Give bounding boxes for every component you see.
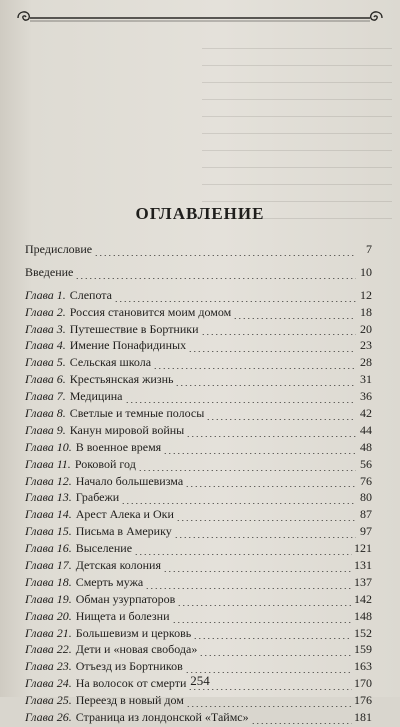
page-reference: 10 <box>360 264 372 279</box>
page-reference: 159 <box>354 642 372 657</box>
chapter-number: Глава 6. <box>25 372 66 387</box>
page-reference: 28 <box>360 355 372 370</box>
chapter-number: Глава 18. <box>25 574 72 589</box>
dot-leader <box>125 402 356 403</box>
dot-leader <box>251 723 352 724</box>
bleed-through-text <box>202 36 392 216</box>
page-reference: 181 <box>354 710 372 725</box>
dot-leader <box>186 706 352 707</box>
page-reference: 76 <box>360 473 372 488</box>
toc-entry <box>25 490 372 507</box>
chapter-title: В военное время <box>75 439 162 454</box>
chapter-number: Глава 23. <box>25 659 72 674</box>
chapter-number: Глава 26. <box>25 710 72 725</box>
toc-entry <box>25 474 372 491</box>
chapter-number: Глава 22. <box>25 642 72 657</box>
chapter-number: Глава 7. <box>25 389 66 404</box>
dot-leader <box>121 503 356 504</box>
page-reference: 36 <box>360 389 372 404</box>
chapter-title: Медицина <box>69 389 123 404</box>
page-reference: 20 <box>360 321 372 336</box>
chapter-number: Глава 8. <box>25 406 66 421</box>
chapter-title: Слепота <box>69 287 113 302</box>
dot-leader <box>153 368 356 369</box>
chapter-number: Глава 1. <box>25 287 66 302</box>
dot-leader <box>114 301 356 302</box>
dot-leader <box>199 655 352 656</box>
chapter-number: Глава 25. <box>25 693 72 708</box>
chapter-number: Глава 3. <box>25 321 66 336</box>
dot-leader <box>175 385 356 386</box>
toc-entry <box>25 609 372 626</box>
chapter-title: Роковой год <box>74 456 136 471</box>
toc-entry <box>25 288 372 305</box>
chapter-number: Глава 4. <box>25 338 66 353</box>
page-reference: 12 <box>360 287 372 302</box>
chapter-title: Смерть мужа <box>75 574 144 589</box>
page-reference: 48 <box>360 439 372 454</box>
chapter-title: Арест Алека и Оки <box>75 507 174 522</box>
chapter-number: Глава 10. <box>25 439 72 454</box>
page-reference: 170 <box>354 676 372 691</box>
dot-leader <box>185 486 356 487</box>
dot-leader <box>188 351 356 352</box>
toc-entry <box>25 507 372 524</box>
page-reference: 121 <box>354 541 372 556</box>
chapter-number: Глава 15. <box>25 524 72 539</box>
toc-entry <box>25 693 372 710</box>
page-reference: 7 <box>366 242 372 256</box>
page-reference: 152 <box>354 625 372 640</box>
page-reference: 97 <box>360 524 372 539</box>
dot-leader <box>145 588 352 589</box>
toc-entry <box>25 710 372 727</box>
toc-entry <box>25 524 372 541</box>
toc-entry <box>25 355 372 372</box>
page-reference: 80 <box>360 490 372 505</box>
chapter-number: Глава 19. <box>25 591 72 606</box>
page-reference: 23 <box>360 338 372 353</box>
dot-leader <box>206 419 356 420</box>
dot-leader <box>174 537 356 538</box>
toc-entry <box>25 592 372 609</box>
toc-entry <box>25 642 372 659</box>
toc-entry <box>25 457 372 474</box>
dot-leader <box>193 638 352 639</box>
page-reference: 163 <box>354 659 372 674</box>
chapter-title: Канун мировой войны <box>69 422 185 437</box>
chapter-title: Россия становится моим домом <box>69 304 232 319</box>
dot-leader <box>233 318 356 319</box>
chapter-title: Страница из лондонской «Таймс» <box>75 710 249 725</box>
toc-entry <box>25 338 372 355</box>
chapter-title: Дети и «новая свобода» <box>75 642 198 657</box>
chapter-number: Глава 13. <box>25 490 72 505</box>
chapter-title: Письма в Америку <box>75 524 172 539</box>
page-reference: 18 <box>360 304 372 319</box>
dot-leader <box>138 470 356 471</box>
chapter-number: Глава 21. <box>25 625 72 640</box>
toc-entry <box>25 440 372 457</box>
chapter-number: Глава 12. <box>25 473 72 488</box>
page-reference: 176 <box>354 693 372 708</box>
chapter-title: Обман узурпаторов <box>75 591 176 606</box>
toc-entry <box>25 242 372 259</box>
table-of-contents <box>25 242 372 727</box>
chapter-title: Имение Понафидиных <box>69 338 187 353</box>
chapter-title: На волосок от смерти <box>75 676 187 691</box>
chapter-number: Глава 9. <box>25 422 66 437</box>
chapter-number: Глава 11. <box>25 456 71 471</box>
page-reference: 131 <box>354 558 372 573</box>
chapter-number: Глава 16. <box>25 541 72 556</box>
toc-entry <box>25 626 372 643</box>
chapter-title: Переезд в новый дом <box>75 693 184 708</box>
page-number: 254 <box>190 673 210 688</box>
chapter-title: Светлые и темные полосы <box>69 406 205 421</box>
toc-entry <box>25 423 372 440</box>
chapter-title: Крестьянская жизнь <box>69 372 174 387</box>
chapter-number: Глава 24. <box>25 676 72 691</box>
dot-leader <box>75 278 356 279</box>
toc-entry <box>25 541 372 558</box>
dot-leader <box>134 554 352 555</box>
toc-entry <box>25 305 372 322</box>
dot-leader <box>177 605 352 606</box>
dot-leader <box>201 334 356 335</box>
chapter-title: Грабежи <box>75 490 120 505</box>
dot-leader <box>163 571 352 572</box>
dot-leader <box>188 689 352 690</box>
toc-entry <box>25 372 372 389</box>
page-reference: 42 <box>360 406 372 421</box>
chapter-title: Отъезд из Бортников <box>75 659 183 674</box>
chapter-title: Предисловие <box>25 242 93 256</box>
chapter-number: Глава 20. <box>25 608 72 623</box>
toc-entry <box>25 389 372 406</box>
chapter-number: Глава 5. <box>25 355 66 370</box>
page-reference: 87 <box>360 507 372 522</box>
page-reference: 148 <box>354 608 372 623</box>
chapter-title: Выселение <box>75 541 133 556</box>
page-reference: 44 <box>360 422 372 437</box>
page-reference: 31 <box>360 372 372 387</box>
chapter-title: Большевизм и церковь <box>75 625 192 640</box>
page-reference: 142 <box>354 591 372 606</box>
page-title: ОГЛАВЛЕНИЕ <box>135 204 265 223</box>
chapter-number: Глава 17. <box>25 558 72 573</box>
toc-entry <box>25 575 372 592</box>
chapter-number: Глава 14. <box>25 507 72 522</box>
dot-leader <box>186 436 356 437</box>
decorative-header-ornament-icon <box>0 0 400 34</box>
page-reference: 137 <box>354 574 372 589</box>
chapter-title: Сельская школа <box>69 355 152 370</box>
toc-entry <box>25 265 372 282</box>
toc-entry <box>25 558 372 575</box>
dot-leader <box>163 453 356 454</box>
dot-leader <box>172 622 353 623</box>
dot-leader <box>94 255 356 256</box>
dot-leader <box>176 520 356 521</box>
chapter-title: Введение <box>25 264 74 279</box>
chapter-number: Глава 2. <box>25 304 66 319</box>
toc-entry <box>25 406 372 423</box>
page-reference: 56 <box>360 456 372 471</box>
chapter-title: Начало большевизма <box>75 473 184 488</box>
chapter-title: Нищета и болезни <box>75 608 170 623</box>
chapter-title: Детская колония <box>75 558 161 573</box>
chapter-title: Путешествие в Бортники <box>69 321 199 336</box>
toc-entry <box>25 322 372 339</box>
